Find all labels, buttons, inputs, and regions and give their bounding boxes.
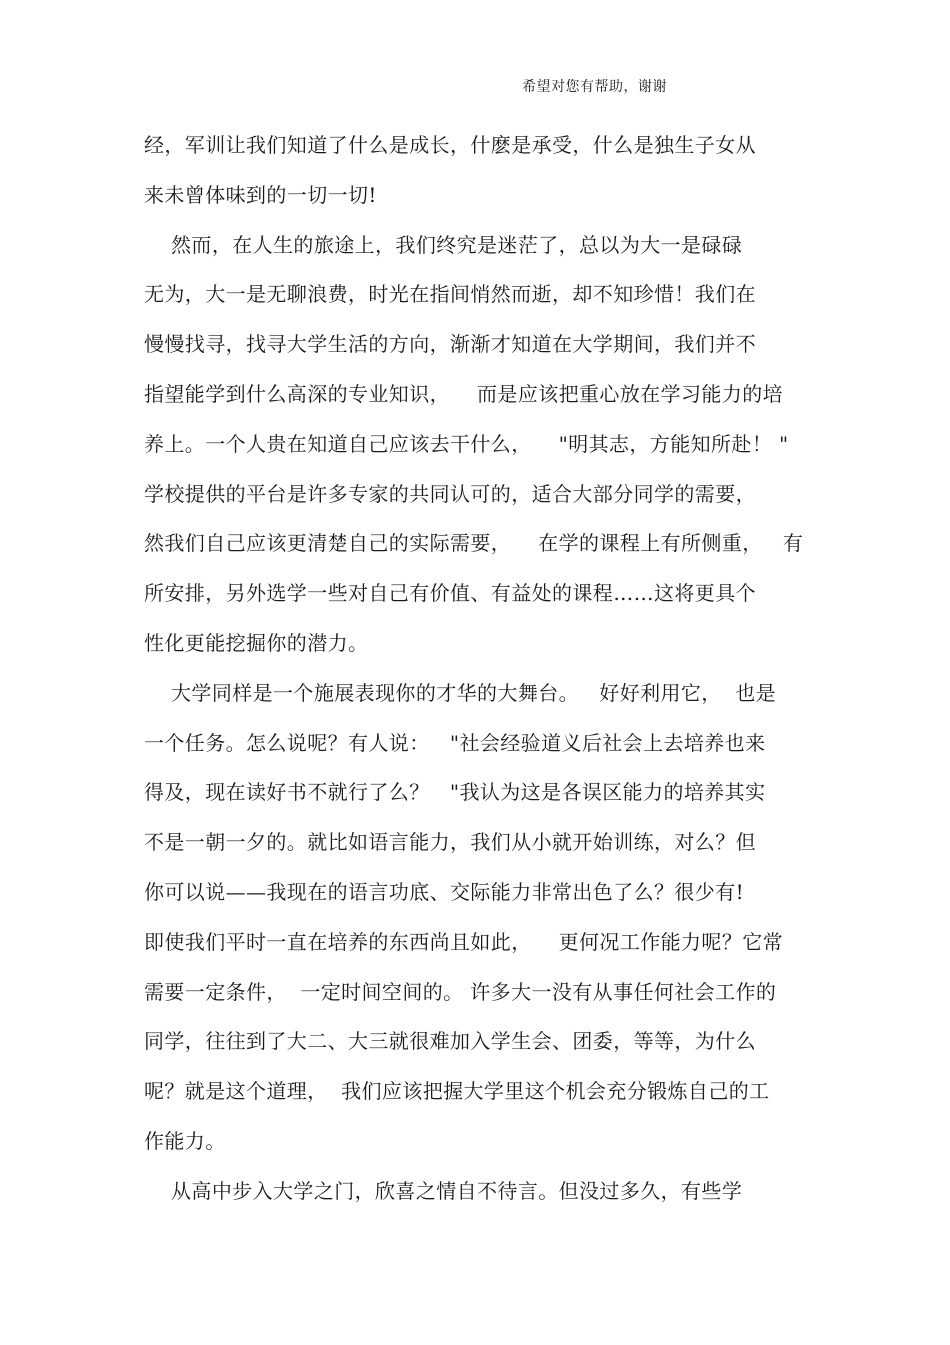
text-line: 然我们自己应该更清楚自己的实际需要， 在学的课程上有所侧重， 有 — [144, 531, 804, 556]
text-line: 养上。一个人贵在知道自己应该去干什么， "明其志，方能知所赴！ " — [144, 431, 789, 456]
page-header-note: 希望对您有帮助，谢谢 — [522, 79, 667, 95]
text-line: 大学同样是一个施展表现你的才华的大舞台。 好好利用它， 也是 — [144, 680, 777, 705]
text-line: 你可以说——我现在的语言功底、交际能力非常出色了么？很少有! — [144, 879, 745, 904]
text-line: 即使我们平时一直在培养的东西尚且如此， 更何况工作能力呢？它常 — [144, 929, 784, 954]
text-line: 性化更能挖掘你的潜力。 — [144, 630, 369, 655]
text-line: 作能力。 — [144, 1128, 226, 1153]
text-line: 不是一朝一夕的。就比如语言能力，我们从小就开始训练，对么？但 — [144, 830, 756, 855]
text-line: 无为，大一是无聊浪费，时光在指间悄然而逝，却不知珍惜！我们在 — [144, 282, 756, 307]
text-line: 得及，现在读好书不就行了么？ "我认为这是各误区能力的培养其实 — [144, 780, 766, 805]
text-line: 一个任务。怎么说呢？有人说： "社会经验道义后社会上去培养也来 — [144, 730, 766, 755]
text-line: 来未曾体味到的一切一切! — [144, 182, 377, 207]
text-line: 慢慢找寻，找寻大学生活的方向，渐渐才知道在大学期间，我们并不 — [144, 332, 756, 357]
text-line: 经，军训让我们知道了什么是成长，什麽是承受，什么是独生子女从 — [144, 133, 756, 157]
document-body — [144, 121, 824, 1217]
text-line: 学校提供的平台是许多专家的共同认可的，适合大部分同学的需要， — [144, 481, 756, 506]
text-line: 需要一定条件， 一定时间空间的。 许多大一没有从事任何社会工作的 — [144, 979, 777, 1004]
text-line: 同学，往往到了大二、大三就很难加入学生会、团委，等等，为什么 — [144, 1029, 756, 1054]
text-line: 所安排，另外选学一些对自己有价值、有益处的课程……这将更具个 — [144, 581, 756, 606]
text-line: 然而，在人生的旅途上，我们终究是迷茫了，总以为大一是碌碌 — [144, 232, 743, 257]
text-line: 呢？就是这个道理， 我们应该把握大学里这个机会充分锻炼自己的工 — [144, 1079, 770, 1104]
text-line: 指望能学到什么高深的专业知识， 而是应该把重心放在学习能力的培 — [144, 381, 784, 406]
text-line: 从高中步入大学之门，欣喜之情自不待言。但没过多久，有些学 — [144, 1178, 743, 1203]
